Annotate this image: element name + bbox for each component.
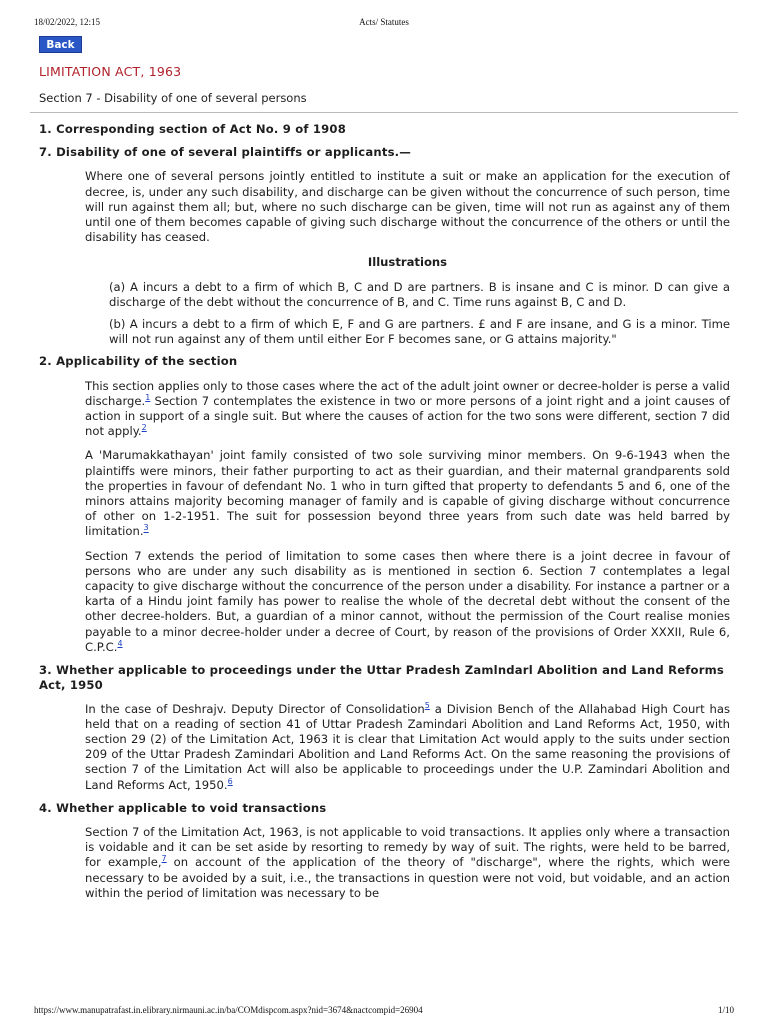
illustrations-heading: Illustrations bbox=[367, 255, 448, 270]
paragraph-void-transactions: Section 7 of the Limitation Act, 1963, is not applicable to void transactions. It applies only where a transaction is voidable and it can be set aside by resorting to remedy by way of suit. The rights, were held to be barred, for example,$^7$ on account of the application of the theory of "discharge", where the rights, which were necessary to be avoided by a suit, i.e., the transactions in question were not void, but voidable, and an action within the period of limitation was necessary to be bbox=[85, 824, 730, 900]
illustration-b: (b) A incurs a debt to a firm of which E, F and G are partners. £ and F are insane, and G is a minor. Time will not run against any of them until either Eor F becomes sane, or G attains majority." bbox=[109, 317, 730, 347]
paragraph-applicability-3: Section 7 extends the period of limitation to some cases then where there is a joint decree in favour of persons who are under any such disability as is mentioned in section 6. Section 7 contemplates a legal capacity to give discharge without the concurrence of the person under a disability. For instance a partner or a karta of a Hindu joint family has power to realise the whole of the decretal debt without the consent of the other decree-holders. But, a guardian of a minor cannot, without the permission of the Court realise monies payable to a minor decree-holder under a decree of Court, by reason of the provisions of Order XXXII, Rule 6, C.P.C.$^4$ bbox=[85, 548, 730, 654]
act-title: LIMITATION ACT, 1963 bbox=[39, 64, 182, 79]
paragraph-up-zamindari: In the case of Deshrajv. Deputy Director of Consolidation$^5$ a Division Bench of the Allahabad High Court has held that on a reading of section 41 of Uttar Pradesh Zamindari Abolition and Land Reforms Act, 1950, with section 29 (2) of the Limitation Act, 1963 it is clear that Limitation Act would apply to the suits under section 209 of the Uttar Pradesh Zamindari Abolition and Land Reforms Act. On the same reasoning the provisions of section 7 of the Limitation Act will also be applicable to proceedings under the U.P. Zamindari Abolition and Land Reforms Act, 1950.$^6$ bbox=[85, 700, 731, 792]
heading-corresponding-section: 1. Corresponding section of Act No. 9 of 1908 bbox=[39, 122, 346, 136]
divider bbox=[30, 112, 738, 113]
footnote-link-4[interactable]: 4 bbox=[117, 639, 123, 649]
paragraph-applicability-1: This section applies only to those cases where the act of the adult joint owner or decree-holder is perse a valid discharge.$^1$ Section 7 contemplates the existence in two or more persons of a joint right and a joint causes of action in support of a single suit. But where the causes of action for the two sons were different, section 7 did not apply.$^2$ bbox=[85, 378, 730, 439]
section-subtitle: Section 7 - Disability of one of several persons bbox=[39, 91, 307, 105]
back-button[interactable]: Back bbox=[39, 36, 82, 53]
footnote-link-6[interactable]: 6 bbox=[227, 776, 233, 786]
print-page-number: 1/10 bbox=[717, 1005, 734, 1015]
paragraph-applicability-2: A 'Marumakkathayan' joint family consisted of two sole surviving minor members. On 9-6-1943 when the plaintiffs were minors, their father purporting to act as their guardian, and their maternal grandparents sold the properties in favour of defendant No. 1 who in turn gifted that property to defendants 5 and 6, one of the minors attains majority becoming manager of family and is capable of giving discharge without concurrence of other on 1-2-1951. The suit for possession beyond three years from such date was held barred by limitation.$^3$ bbox=[85, 448, 730, 539]
print-page-title: Acts/ Statutes bbox=[359, 17, 409, 27]
print-date: 18/02/2022, 12:15 bbox=[34, 17, 101, 27]
footnote-link-3[interactable]: 3 bbox=[143, 523, 149, 533]
heading-up-zamindari: 3. Whether applicable to proceedings under the Uttar Pradesh Zamlndarl Abolition and Land Reforms Act, 1950 bbox=[39, 663, 724, 693]
heading-void-transactions: 4. Whether applicable to void transactions bbox=[39, 800, 327, 815]
footnote-link-1[interactable]: 1 bbox=[145, 392, 151, 402]
footnote-link-5[interactable]: 5 bbox=[424, 700, 430, 710]
footnote-link-7[interactable]: 7 bbox=[161, 854, 167, 864]
heading-section-7: 7. Disability of one of several plaintiffs or applicants.— bbox=[39, 145, 412, 160]
print-header bbox=[34, 17, 734, 29]
print-footer bbox=[34, 1005, 734, 1017]
section-7-text: Where one of several persons jointly entitled to institute a suit or make an application for the execution of decree, is, under any such disability, and discharge can be given without the concurrence of such person, time will run against them all; but, where no such discharge can be given, time will not run as against any of them until one of them becomes capable of giving such discharge without the concurrence of the others or until the disability has ceased. bbox=[85, 169, 730, 245]
footnote-link-2[interactable]: 2 bbox=[141, 423, 147, 433]
heading-applicability: 2. Applicability of the section bbox=[39, 354, 238, 369]
illustration-a: (a) A incurs a debt to a firm of which B, C and D are partners. B is insane and C is minor. D can give a discharge of the debt without the concurrence of B, and C. Time runs against B, C and D. bbox=[109, 279, 730, 309]
print-url: https://www.manupatrafast.in.elibrary.nirmauni.ac.in/ba/COMdispcom.aspx?nid=3674&nactcompid=26904 bbox=[34, 1005, 423, 1015]
document-body bbox=[39, 122, 730, 901]
